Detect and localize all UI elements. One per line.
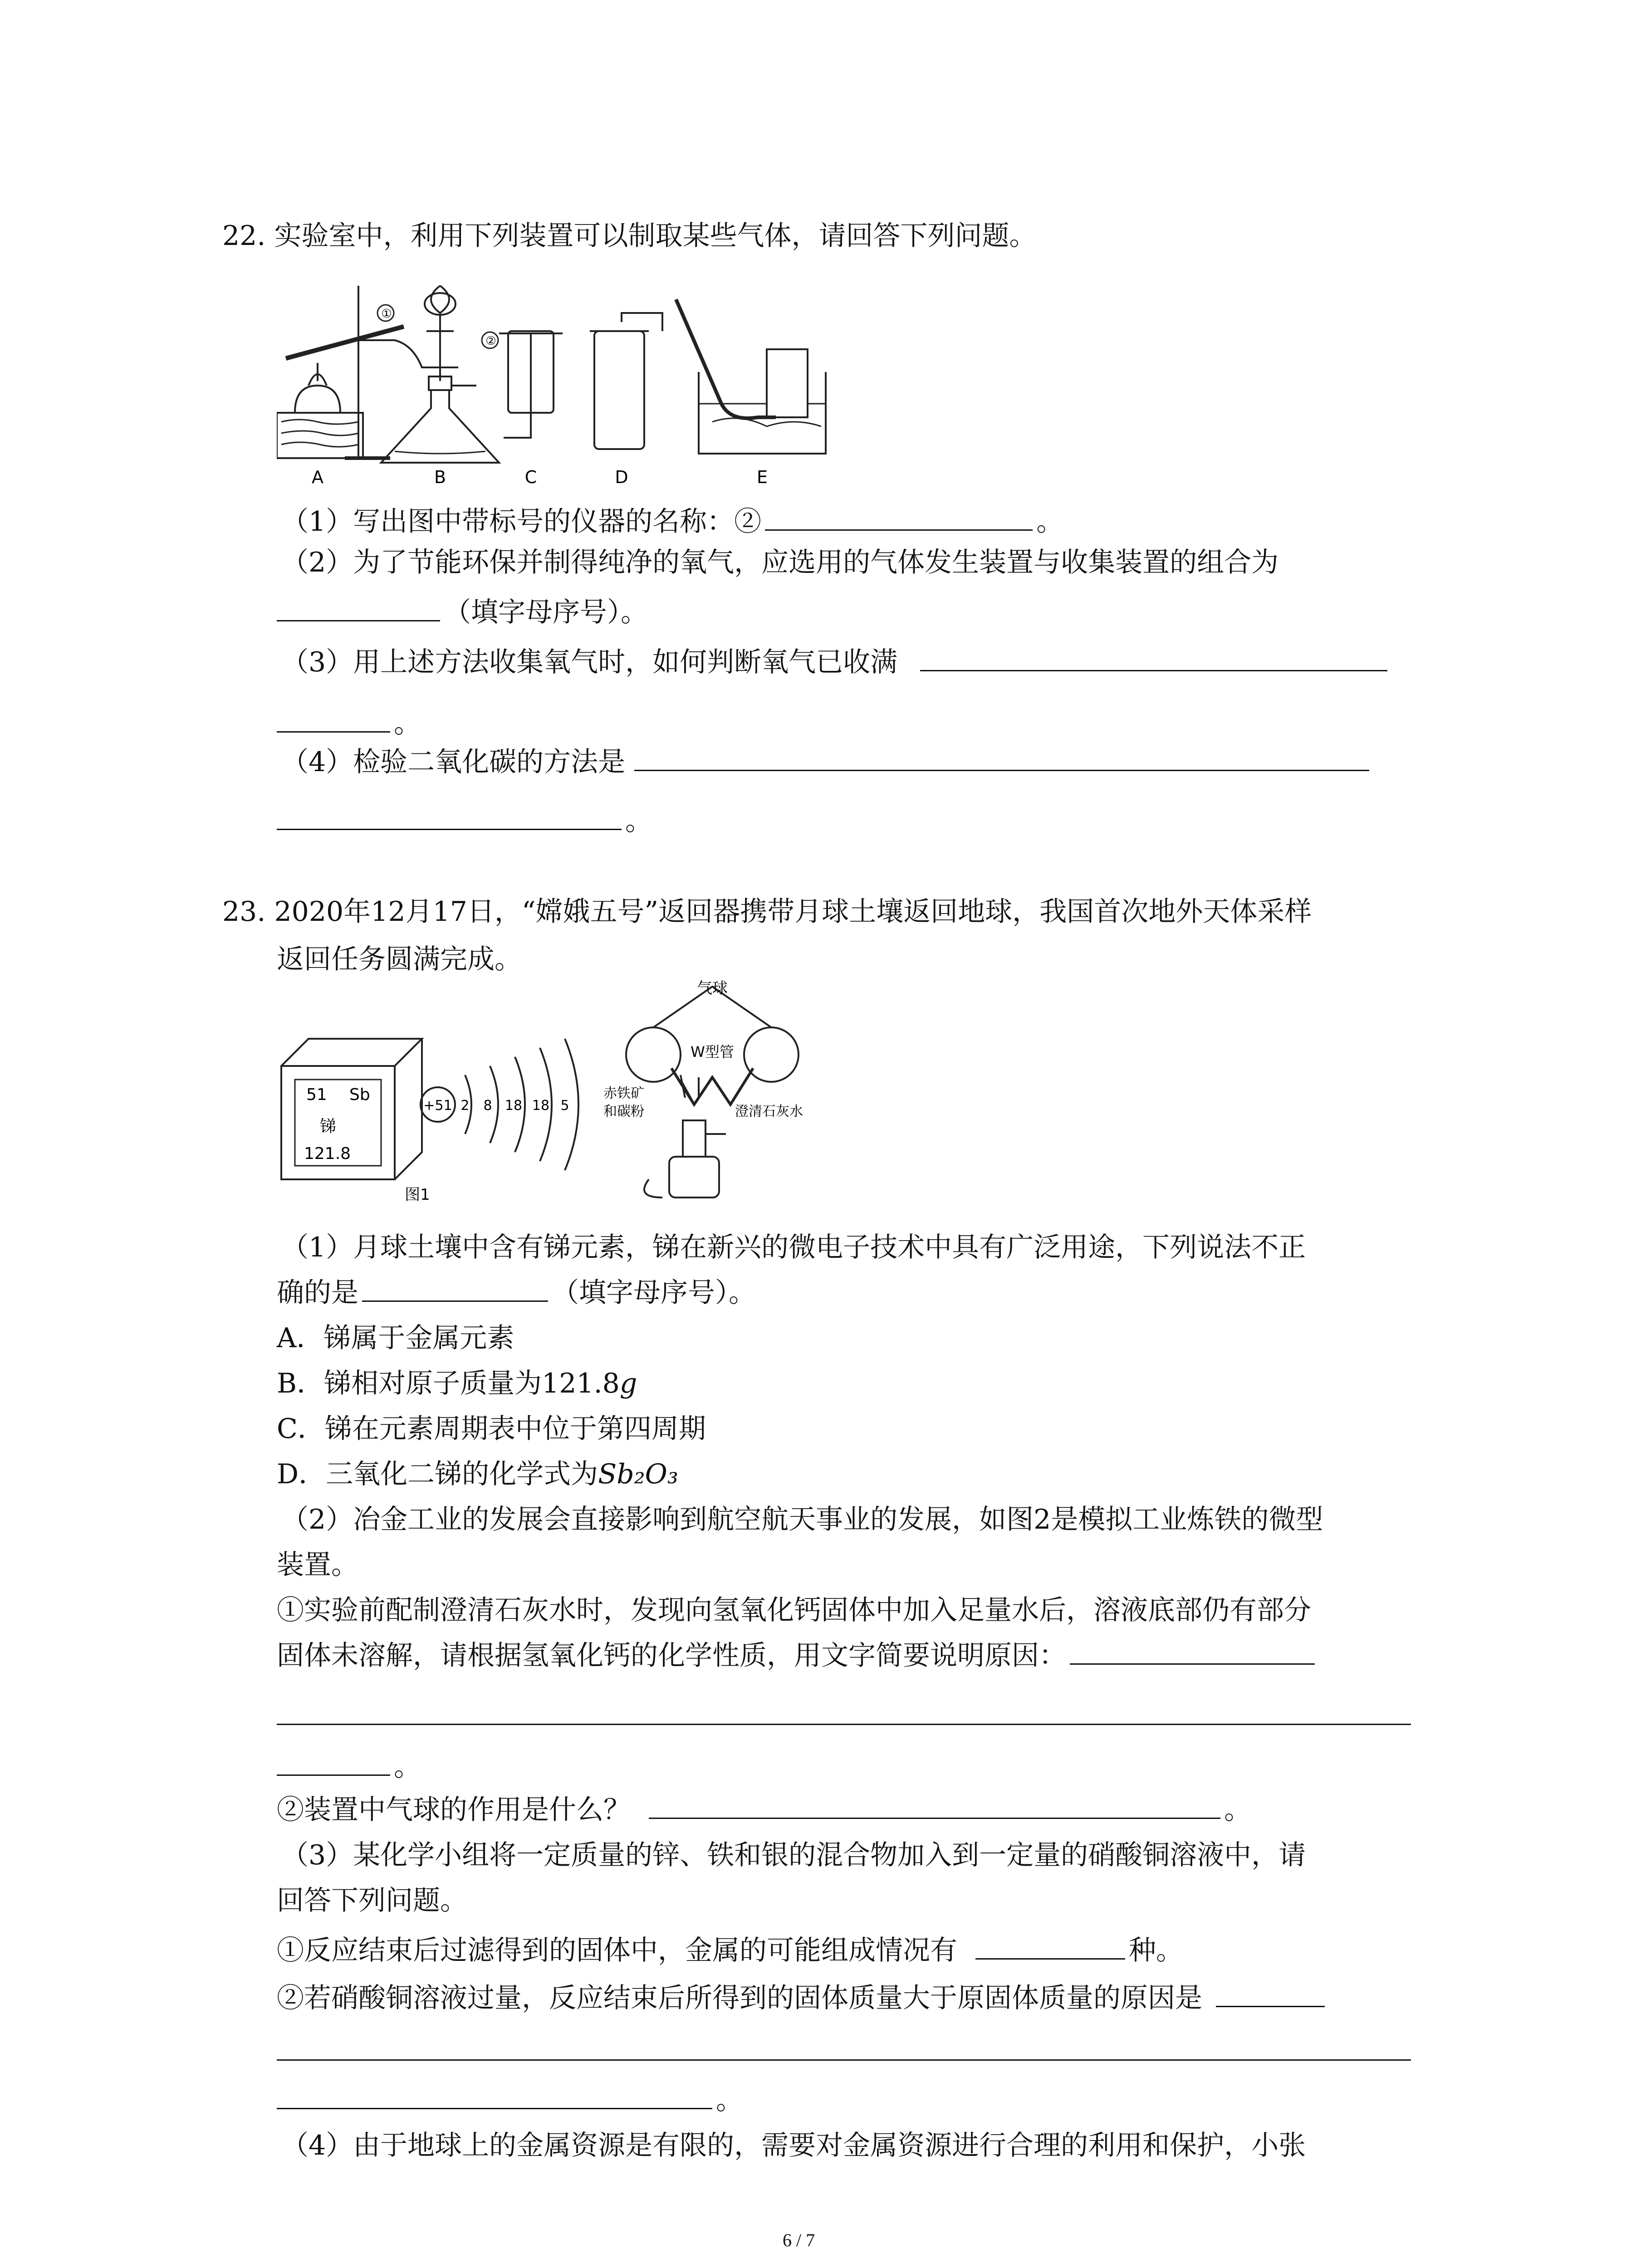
q22-part2-line1: （2）为了节能环保并制得纯净的氧气，应选用的气体发生装置与收集装置的组合为: [281, 547, 1279, 578]
element-name: 锑: [320, 1117, 337, 1136]
fig-label-b: B: [434, 467, 446, 487]
q23-part1-line2: [277, 1277, 756, 1309]
fig-mark-2: ②: [485, 334, 496, 348]
answer-blank[interactable]: [1070, 1642, 1315, 1665]
fig-label-d: D: [615, 467, 628, 487]
answer-blank[interactable]: [277, 710, 390, 733]
fig-label-e: E: [756, 467, 768, 487]
hematite-label-2: 和碳粉: [603, 1104, 644, 1119]
shell-5-count: 5: [560, 1098, 569, 1114]
q23-title-line1: 23. 2020年12月17日，“嫦娥五号”返回器携带月球土壤返回地球，我国首次地外天体采样: [222, 896, 1312, 928]
option-c: C．锑在元素周期表中位于第四周期: [277, 1413, 706, 1445]
answer-blank[interactable]: [277, 2087, 712, 2109]
shell-3-count: 18: [505, 1098, 523, 1114]
element-number: 51: [306, 1085, 327, 1104]
q22-part3-end: 。: [394, 708, 421, 739]
option-d: [277, 1458, 678, 1490]
q23-part3-line1: （3）某化学小组将一定质量的锌、铁和银的混合物加入到一定量的硝酸铜溶液中，请: [281, 1839, 1306, 1871]
answer-blank[interactable]: [649, 1797, 1220, 1819]
q23-figures-drawing: [277, 975, 867, 1211]
answer-blank[interactable]: [765, 508, 1033, 531]
fig-label-c: C: [524, 467, 537, 487]
q22-part4-text: （4）检验二氧化碳的方法是: [281, 746, 626, 778]
answer-blank[interactable]: [277, 599, 440, 621]
answer-blank[interactable]: [362, 1280, 548, 1302]
answer-blank[interactable]: [277, 1754, 390, 1776]
answer-blank[interactable]: [277, 808, 622, 830]
q23-part3-2-text: ②若硝酸铜溶液过量，反应结束后所得到的固体质量大于原固体质量的原因是: [277, 1982, 1202, 2014]
q22-part1-end: 。: [1036, 506, 1064, 538]
option-b-unit: g: [619, 1368, 637, 1399]
answer-blank[interactable]: [1216, 1985, 1325, 2007]
answer-blank[interactable]: [920, 649, 1387, 671]
q23-part2-1-line4: [277, 1751, 421, 1783]
shell-4-count: 18: [532, 1098, 550, 1114]
hematite-label-1: 赤铁矿: [603, 1085, 644, 1101]
q23-part3-2-end: 。: [716, 2084, 743, 2116]
q23-part3-line2: 回答下列问题。: [277, 1885, 467, 1916]
q23-part2-1-text: 固体未溶解，请根据氢氧化钙的化学性质，用文字简要说明原因：: [277, 1640, 1066, 1672]
q23-part2-line2: 装置。: [277, 1549, 358, 1581]
answer-blank[interactable]: [634, 749, 1369, 771]
option-d-formula: Sb₂O₃: [598, 1458, 678, 1490]
q22-part1-text: （1）写出图中带标号的仪器的名称：②: [281, 506, 762, 538]
limewater-label: 澄清石灰水: [735, 1104, 803, 1119]
q22-part4-line1: [281, 748, 1373, 776]
q22-part3-line2: [277, 710, 421, 737]
balloon-label: 气球: [697, 979, 728, 997]
q23-part3-1: [277, 1937, 1183, 1964]
q22-part4-line2: [277, 807, 652, 835]
shell-2-count: 8: [483, 1098, 492, 1114]
q23-part2-line1: （2）冶金工业的发展会直接影响到航空航天事业的发展，如图2是模拟工业炼铁的微型: [281, 1504, 1323, 1535]
option-b: [277, 1370, 637, 1397]
q22-part2-line2: [277, 596, 648, 628]
q22-part1: [281, 506, 1064, 538]
q23-part1-line1: （1）月球土壤中含有锑元素，锑在新兴的微电子技术中具有广泛用途，下列说法不正: [281, 1232, 1306, 1263]
q23-part2-1-end: 。: [394, 1751, 421, 1783]
q23-part2-2-end: 。: [1224, 1794, 1251, 1826]
q23-part2-2-text: ②装置中气球的作用是什么？: [277, 1794, 631, 1826]
q23-figures: [277, 975, 867, 1211]
shell-1-count: 2: [460, 1098, 470, 1114]
q23-part2-2: [277, 1794, 1251, 1826]
q22-part3-text: （3）用上述方法收集氧气时，如何判断氧气已收满: [281, 646, 898, 678]
q23-part2-1-line2: [277, 1640, 1318, 1672]
q23-part3-2-line3: [277, 2084, 743, 2116]
q23-part1-end: （填字母序号）。: [552, 1277, 756, 1309]
q23-part3-1-end: 种。: [1129, 1935, 1183, 1966]
w-tube-label: W型管: [691, 1043, 734, 1061]
lab-apparatus-drawing: [277, 272, 912, 490]
page-number: 6 / 7: [783, 2230, 815, 2250]
q22-part4-end: 。: [625, 805, 652, 837]
answer-blank-line[interactable]: [277, 2059, 1411, 2061]
option-d-text: D．三氧化二锑的化学式为: [277, 1458, 598, 1490]
q23-title-line2: 返回任务圆满完成。: [277, 943, 522, 975]
q23-part3-2-line1: [277, 1984, 1328, 2012]
q22-part2-end: （填字母序号）。: [444, 596, 648, 628]
fig-mark-1: ①: [381, 307, 392, 321]
q22-title: 22. 实验室中，利用下列装置可以制取某些气体，请回答下列问题。: [222, 220, 1037, 252]
answer-blank-line[interactable]: [277, 1724, 1411, 1725]
fig-label-a: A: [312, 467, 323, 487]
element-mass: 121.8: [304, 1144, 351, 1163]
q22-part3-line1: [281, 646, 1391, 678]
option-b-text: B．锑相对原子质量为121.8: [277, 1368, 620, 1399]
option-a: A．锑属于金属元素: [277, 1322, 514, 1354]
nucleus-charge: +51: [423, 1098, 452, 1114]
lab-apparatus-figure: [277, 272, 912, 490]
answer-blank[interactable]: [975, 1937, 1125, 1960]
element-symbol: Sb: [349, 1085, 370, 1104]
q23-part2-1-line1: ①实验前配制澄清石灰水时，发现向氢氧化钙固体中加入足量水后，溶液底部仍有部分: [277, 1594, 1311, 1626]
q23-part3-1-text: ①反应结束后过滤得到的固体中，金属的可能组成情况有: [277, 1935, 957, 1966]
q23-part1-text: 确的是: [277, 1277, 358, 1309]
q23-part4: （4）由于地球上的金属资源是有限的，需要对金属资源进行合理的利用和保护，小张: [281, 2130, 1306, 2161]
fig1-caption: 图1: [405, 1186, 430, 1204]
